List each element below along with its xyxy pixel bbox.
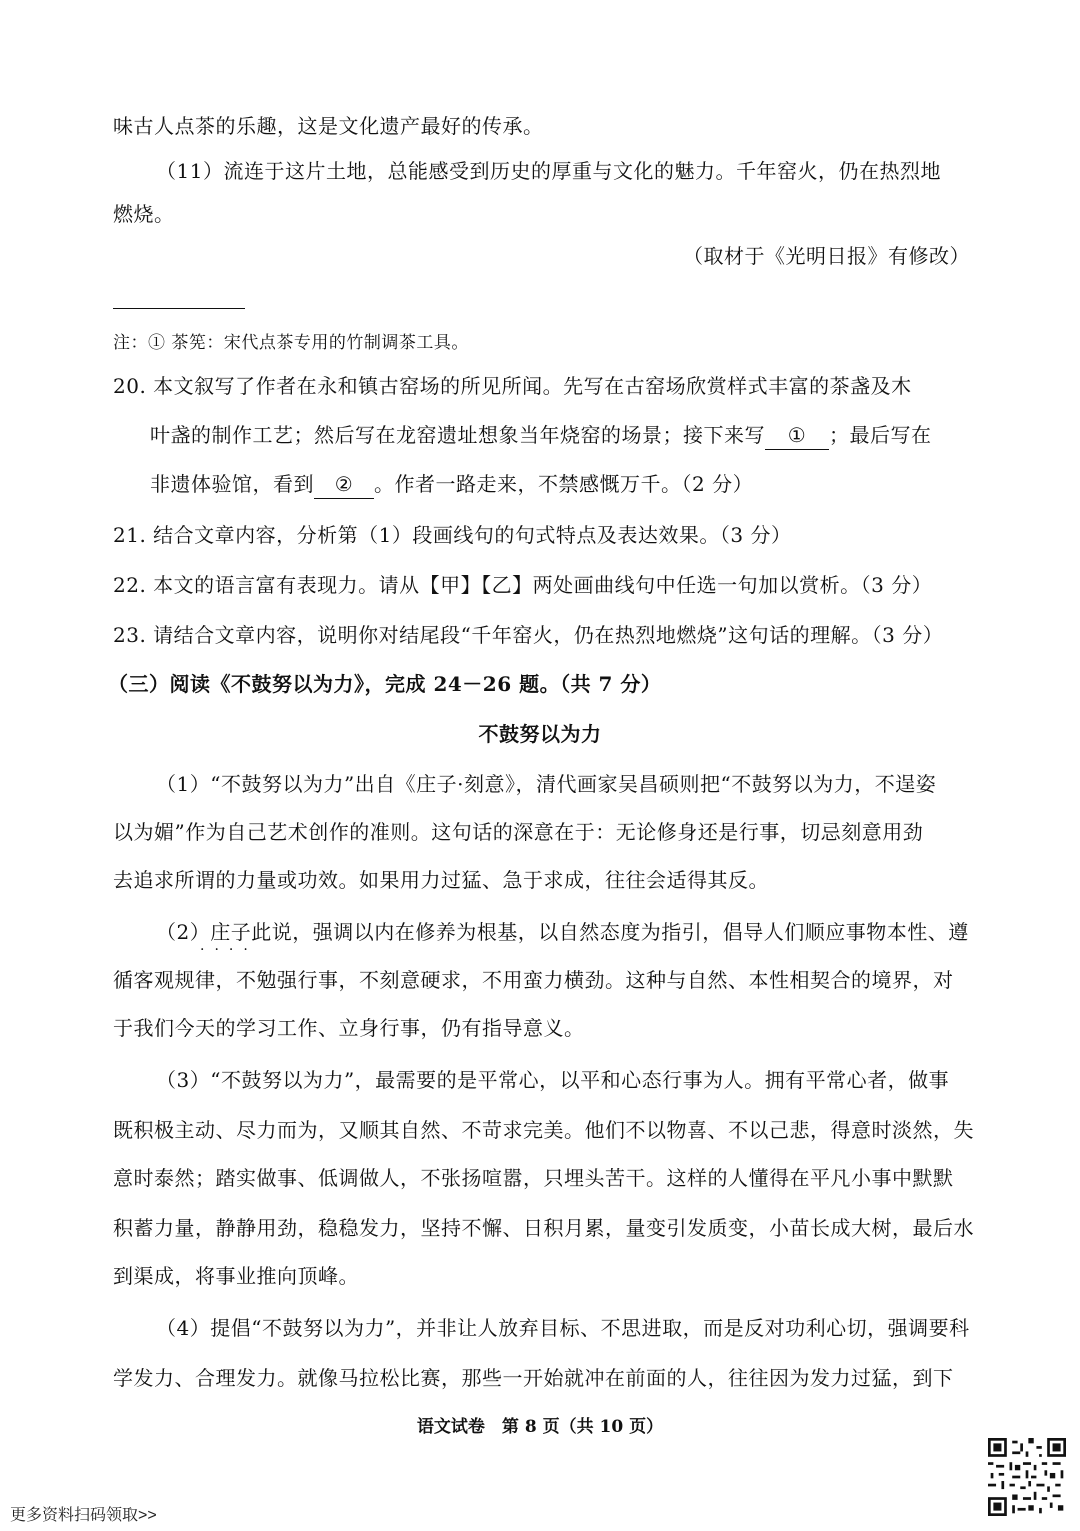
footnote-divider [113,308,245,309]
question-20-text-c: 非遗体验馆，看到 [150,472,314,496]
paragraph-2-line-2: 循客观规律，不勉强行事，不刻意硬求，不用蛮力横劲。这种与自然、本性相契合的境界，对 [113,968,954,992]
paragraph-3-line-5: 到渠成，将事业推向顶峰。 [113,1264,359,1288]
more-resources-link[interactable]: 更多资料扫码领取>> [10,1507,157,1524]
footnote: 注：① 茶筅：宋代点茶专用的竹制调茶工具。 [113,333,469,353]
paragraph-1-line-2: 以为媚”作为自己艺术创作的准则。这句话的深意在于：无论修身还是行事，切忌刻意用劲 [113,820,924,844]
question-20-line-2 [150,421,932,450]
article-title: 不鼓努以为力 [478,722,602,746]
paragraph-4-line-2: 学发力、合理发力。就像马拉松比赛，那些一开始就冲在前面的人，往往因为发力过猛，到下 [113,1366,954,1390]
question-20-line-3 [150,470,753,499]
question-21: 21. 结合文章内容，分析第（1）段画线句的句式特点及表达效果。（3 分） [113,523,792,547]
section-3-heading: （三）阅读《不鼓努以为力》，完成 24－26 题。（共 7 分） [108,672,662,696]
source-citation: （取材于《光明日报》有修改） [683,244,970,268]
paragraph-11-line-2: 燃烧。 [113,202,175,226]
emphasis-dots: ···· [200,942,258,958]
question-20-text-b: ；最后写在 [829,423,932,447]
page-footer: 语文试卷 第 8 页（共 10 页） [416,1417,664,1437]
question-22: 22. 本文的语言富有表现力。请从【甲】【乙】两处画曲线句中任选一句加以赏析。（3 分） [113,573,933,597]
question-20-text-a: 叶盏的制作工艺；然后写在龙窑遗址想象当年烧窑的场景；接下来写 [150,423,765,447]
paragraph-4-line-1: （4）提倡“不鼓努以为力”，并非让人放弃目标、不思进取，而是反对功利心切，强调要科 [156,1316,970,1340]
answer-blank-1[interactable]: ① [765,421,829,450]
paragraph-2-line-3: 于我们今天的学习工作、立身行事，仍有指导意义。 [113,1016,585,1040]
question-20-text-d: 。作者一路走来，不禁感慨万千。（2 分） [374,472,754,496]
paragraph-11-line-1: （11）流连于这片土地，总能感受到历史的厚重与文化的魅力。千年窑火，仍在热烈地 [156,159,941,183]
question-23: 23. 请结合文章内容，说明你对结尾段“千年窑火，仍在热烈地燃烧”这句话的理解。（3 分） [113,623,944,647]
passage-line: 味古人点茶的乐趣，这是文化遗产最好的传承。 [113,114,544,138]
paragraph-2-line-1: （2）庄子此说，强调以内在修养为根基，以自然态度为指引，倡导人们顺应事物本性、遵 [156,920,969,944]
paragraph-3-line-4: 积蓄力量，静静用劲，稳稳发力，坚持不懈、日积月累，量变引发质变，小苗长成大树，最后水 [113,1216,974,1240]
paragraph-1-line-1: （1）“不鼓努以为力”出自《庄子·刻意》，清代画家吴昌硕则把“不鼓努以为力，不逞姿 [156,772,937,796]
question-20-line-1: 20. 本文叙写了作者在永和镇古窑场的所见所闻。先写在古窑场欣赏样式丰富的茶盏及木 [113,374,912,398]
paragraph-1-line-3: 去追求所谓的力量或功效。如果用力过猛、急于求成，往往会适得其反。 [113,868,769,892]
paragraph-3-line-2: 既积极主动、尽力而为，又顺其自然、不苛求完美。他们不以物喜、不以己悲，得意时淡然，失 [113,1118,974,1142]
qr-code-icon[interactable] [988,1438,1066,1516]
answer-blank-2[interactable]: ② [314,470,374,499]
paragraph-3-line-1: （3）“不鼓努以为力”，最需要的是平常心，以平和心态行事为人。拥有平常心者，做事 [156,1068,950,1092]
paragraph-3-line-3: 意时泰然；踏实做事、低调做人，不张扬喧嚣，只埋头苦干。这样的人懂得在平凡小事中默默 [113,1166,954,1190]
